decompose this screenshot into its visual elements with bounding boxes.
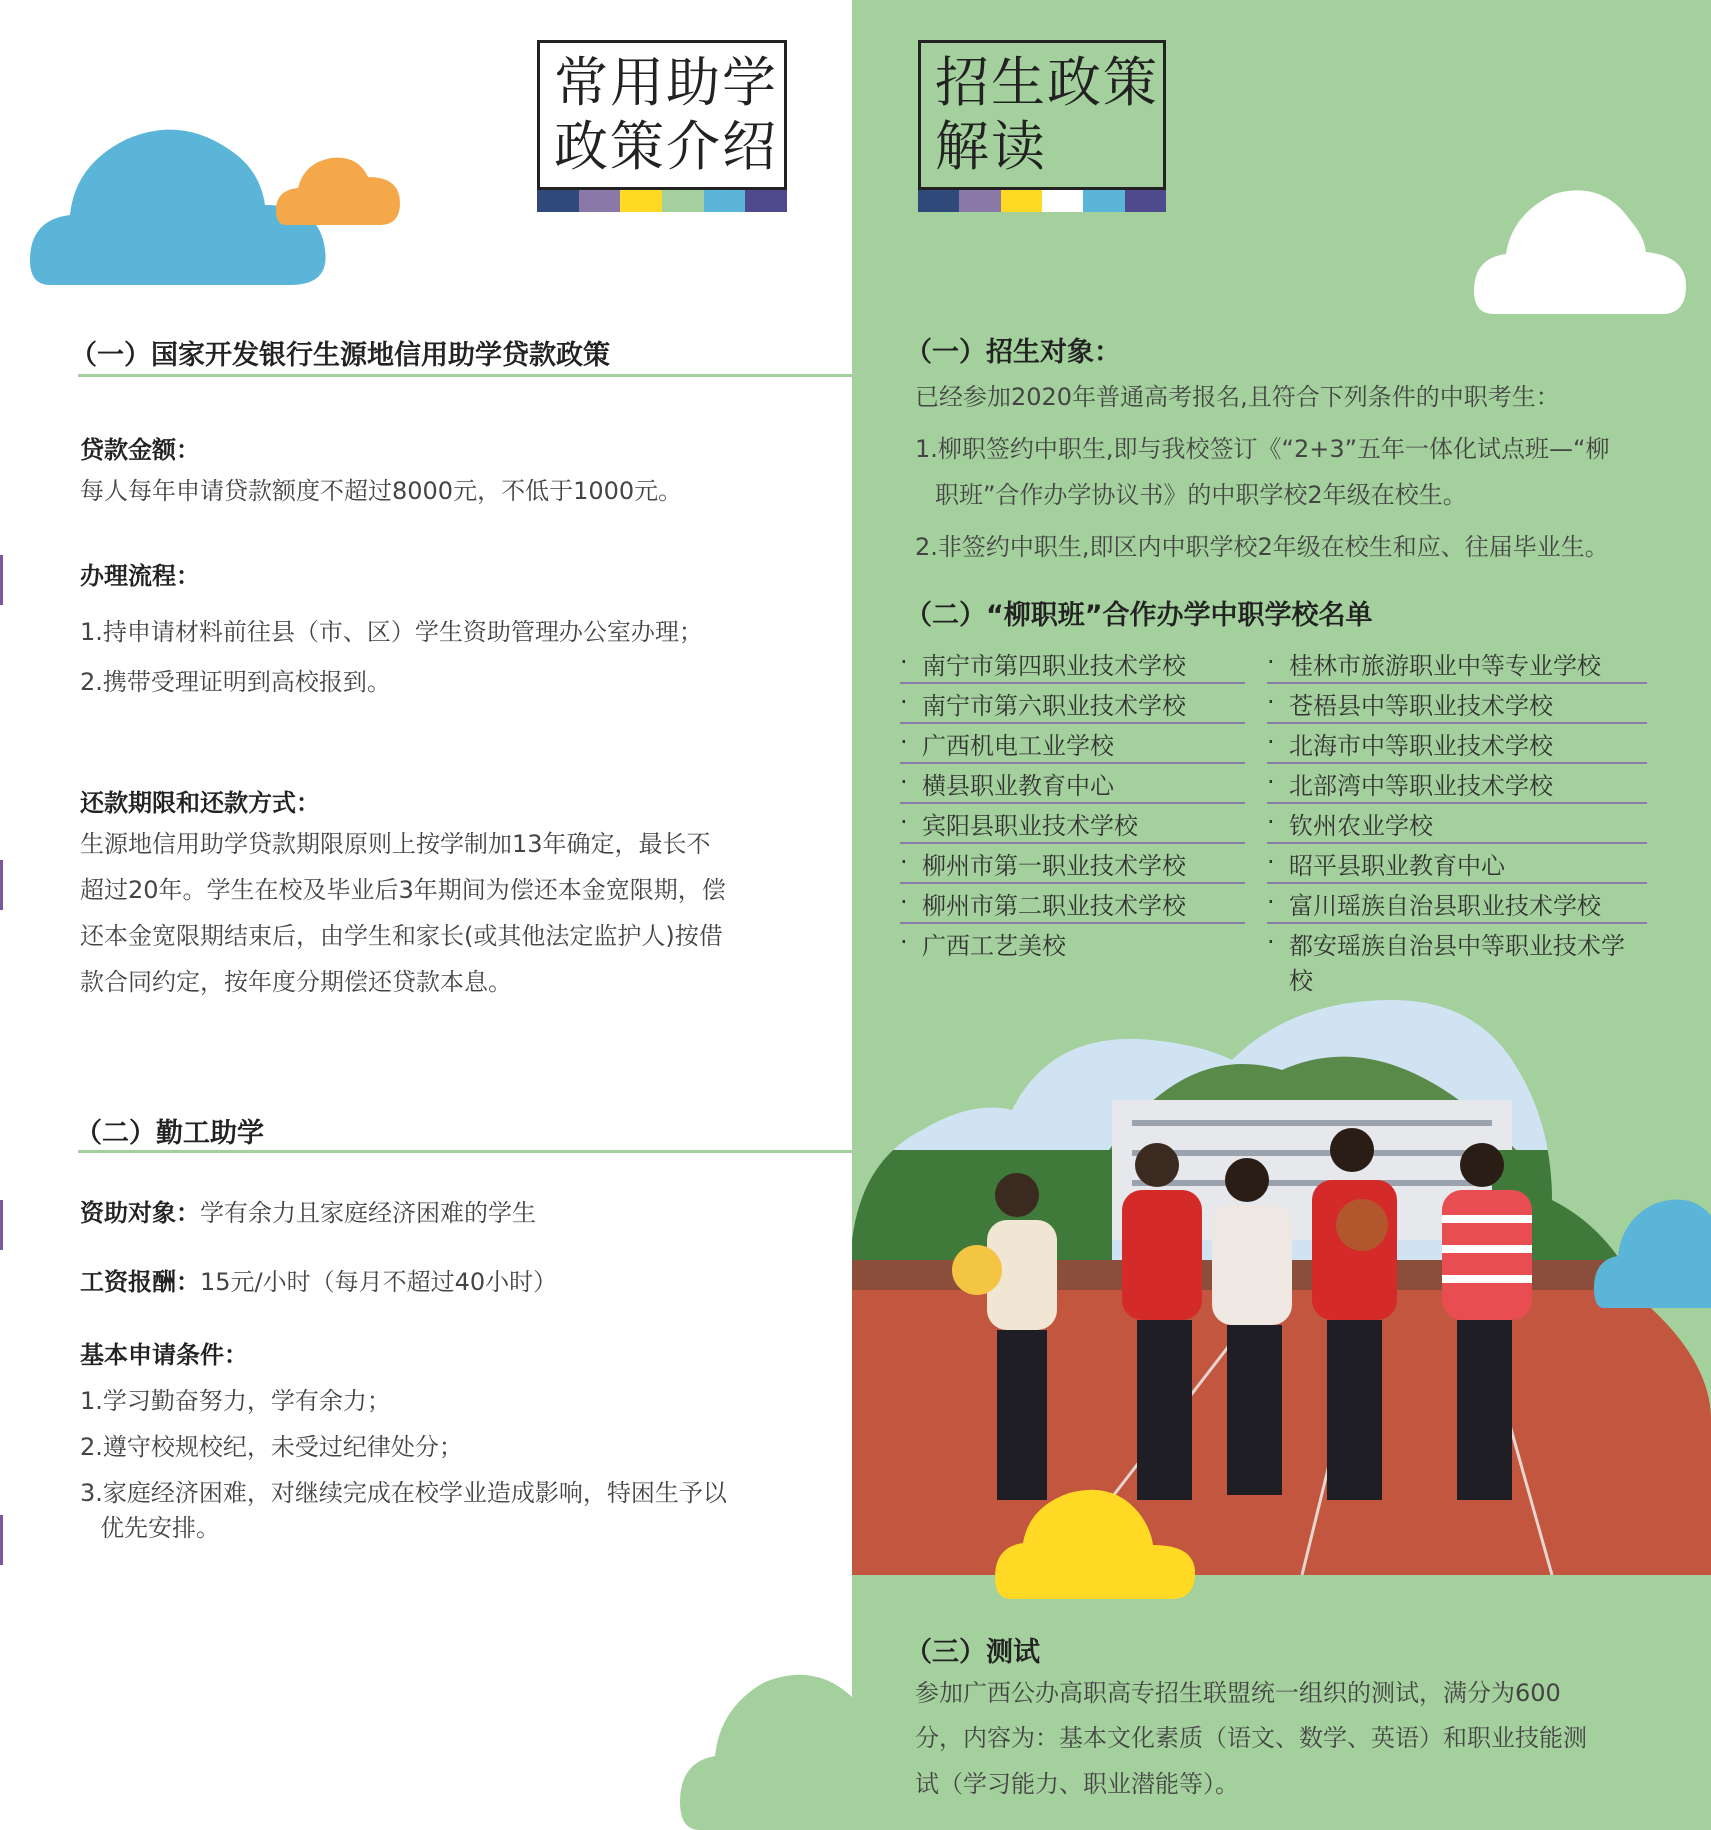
test-heading: （三）测试: [905, 1637, 1040, 1668]
bullet-icon: ·: [900, 728, 908, 756]
process-label: 办理流程：: [80, 562, 200, 590]
aid-target: [80, 1190, 536, 1236]
yellow-cloud-illustration: [995, 1485, 1197, 1601]
school-name: 南宁市第四职业技术学校: [922, 652, 1186, 680]
school-name: 南宁市第六职业技术学校: [922, 692, 1186, 720]
left-bar-swatch: [704, 190, 746, 212]
right-bar-swatch: [1001, 190, 1042, 212]
work-study-heading: （二）勤工助学: [75, 1118, 264, 1149]
aid-target-label: 资助对象：: [80, 1199, 200, 1227]
blue-cloud-small-illustration: [1594, 1180, 1711, 1310]
condition-3: 3.家庭经济困难，对继续完成在校学业造成影响，特困生予以: [80, 1479, 727, 1507]
right-bar-swatch: [1083, 190, 1124, 212]
enroll-target-heading: （一）招生对象：: [905, 337, 1121, 368]
test-line-2: 分，内容为：基本文化素质（语文、数学、英语）和职业技能测: [915, 1724, 1587, 1752]
process-item-2: 2.携带受理证明到高校报到。: [80, 668, 391, 696]
pay-rate-label: 工资报酬：: [80, 1268, 200, 1296]
school-list-item: [900, 924, 1245, 962]
school-name: 苍梧县中等职业技术学校: [1289, 692, 1553, 720]
school-list-item: [900, 764, 1245, 804]
right-title-color-bar: [918, 190, 1166, 212]
divider: [78, 1150, 852, 1153]
school-list-item: [1267, 684, 1647, 724]
school-name: 北部湾中等职业技术学校: [1289, 772, 1553, 800]
right-bar-swatch: [1042, 190, 1083, 212]
left-bar-swatch: [620, 190, 662, 212]
condition-1: 1.学习勤奋努力，学有余力；: [80, 1387, 391, 1415]
bullet-icon: ·: [900, 768, 908, 796]
condition-3-tail: 优先安排。: [100, 1514, 220, 1542]
school-name: 横县职业教育中心: [922, 772, 1114, 800]
left-title-line1: 常用助学: [554, 51, 778, 114]
aid-target-text: 学有余力且家庭经济困难的学生: [200, 1199, 536, 1227]
left-bar-swatch: [662, 190, 704, 212]
school-name: 昭平县职业教育中心: [1289, 852, 1505, 880]
enroll-item-1-line1: 1.柳职签约中职生,即与我校签订《“2+3”五年一体化试点班—“柳: [915, 435, 1610, 463]
school-name: 都安瑶族自治县中等职业技术学校: [1289, 932, 1625, 995]
school-list-item: [1267, 804, 1647, 844]
school-list-item: [1267, 884, 1647, 924]
bullet-icon: ·: [900, 928, 908, 956]
bullet-icon: ·: [900, 808, 908, 836]
white-cloud-illustration: [1474, 186, 1688, 316]
repay-line-3: 还本金宽限期结束后，由学生和家长(或其他法定监护人)按借: [80, 922, 723, 950]
test-line-3: 试（学习能力、职业潜能等）。: [915, 1770, 1239, 1798]
school-name: 北海市中等职业技术学校: [1289, 732, 1553, 760]
school-list-item: [1267, 724, 1647, 764]
right-title-box: [918, 40, 1166, 190]
loan-policy-heading: （一）国家开发银行生源地信用助学贷款政策: [70, 340, 610, 371]
right-bar-swatch: [918, 190, 959, 212]
pay-rate-text: 15元/小时（每月不超过40小时）: [200, 1268, 558, 1296]
school-name: 宾阳县职业技术学校: [922, 812, 1138, 840]
school-name: 广西工艺美校: [922, 932, 1066, 960]
school-name: 桂林市旅游职业中等专业学校: [1289, 652, 1601, 680]
loan-amount-text: 每人每年申请贷款额度不超过8000元，不低于1000元。: [80, 477, 683, 505]
left-title-box: [537, 40, 787, 190]
green-cloud-illustration: [680, 1652, 860, 1830]
right-bar-swatch: [1125, 190, 1166, 212]
orange-cloud-illustration: [276, 155, 402, 227]
left-bar-swatch: [537, 190, 579, 212]
bullet-icon: ·: [1267, 688, 1275, 716]
edge-mark: [0, 1515, 3, 1565]
school-name: 广西机电工业学校: [922, 732, 1114, 760]
bullet-icon: ·: [1267, 648, 1275, 676]
left-title-color-bar: [537, 190, 787, 212]
school-name: 柳州市第二职业技术学校: [922, 892, 1186, 920]
school-list-item: [1267, 924, 1647, 995]
process-item-1: 1.持申请材料前往县（市、区）学生资助管理办公室办理；: [80, 618, 703, 646]
bullet-icon: ·: [900, 648, 908, 676]
bullet-icon: ·: [1267, 728, 1275, 756]
bullet-icon: ·: [1267, 808, 1275, 836]
edge-mark: [0, 1200, 3, 1250]
pay-rate: [80, 1259, 557, 1305]
bullet-icon: ·: [900, 688, 908, 716]
left-title-line2: 政策介绍: [554, 115, 778, 178]
school-name: 钦州农业学校: [1289, 812, 1433, 840]
left-bar-swatch: [579, 190, 621, 212]
repay-label: 还款期限和还款方式：: [80, 789, 320, 817]
edge-mark: [0, 860, 3, 910]
school-list-item: [900, 804, 1245, 844]
school-list-item: [1267, 844, 1647, 884]
repay-line-4: 款合同约定，按年度分期偿还贷款本息。: [80, 968, 512, 996]
school-list-item: [900, 644, 1245, 684]
bullet-icon: ·: [1267, 848, 1275, 876]
right-bar-swatch: [959, 190, 1000, 212]
bullet-icon: ·: [900, 888, 908, 916]
students-photo: [852, 1000, 1711, 1575]
test-line-1: 参加广西公办高职高专招生联盟统一组织的测试，满分为600: [915, 1679, 1561, 1707]
condition-2: 2.遵守校规校纪，未受过纪律处分；: [80, 1433, 463, 1461]
bullet-icon: ·: [1267, 768, 1275, 796]
school-list-item: [900, 684, 1245, 724]
school-list-item: [1267, 644, 1647, 684]
school-list-heading: （二）“柳职班”合作办学中职学校名单: [905, 600, 1373, 631]
edge-mark: [0, 555, 3, 605]
school-list-item: [1267, 764, 1647, 804]
loan-amount-label: 贷款金额：: [80, 436, 200, 464]
enroll-item-2: 2.非签约中职生,即区内中职学校2年级在校生和应、往届毕业生。: [915, 533, 1609, 561]
right-title-line2: 解读: [935, 115, 1047, 178]
school-name: 柳州市第一职业技术学校: [922, 852, 1186, 880]
divider: [78, 374, 852, 377]
bullet-icon: ·: [1267, 888, 1275, 916]
right-title-line1: 招生政策: [935, 51, 1159, 114]
conditions-label: 基本申请条件：: [80, 1341, 248, 1369]
school-list-item: [900, 724, 1245, 764]
bullet-icon: ·: [900, 848, 908, 876]
repay-line-2: 超过20年。学生在校及毕业后3年期间为偿还本金宽限期，偿: [80, 876, 726, 904]
school-name: 富川瑶族自治县职业技术学校: [1289, 892, 1601, 920]
enroll-item-1-line2: 职班”合作办学协议书》的中职学校2年级在校生。: [935, 481, 1467, 509]
repay-line-1: 生源地信用助学贷款期限原则上按学制加13年确定，最长不: [80, 830, 711, 858]
enroll-intro: 已经参加2020年普通高考报名,且符合下列条件的中职考生：: [915, 383, 1560, 411]
school-list-item: [900, 884, 1245, 924]
school-list-item: [900, 844, 1245, 884]
left-bar-swatch: [745, 190, 787, 212]
bullet-icon: ·: [1267, 928, 1275, 956]
